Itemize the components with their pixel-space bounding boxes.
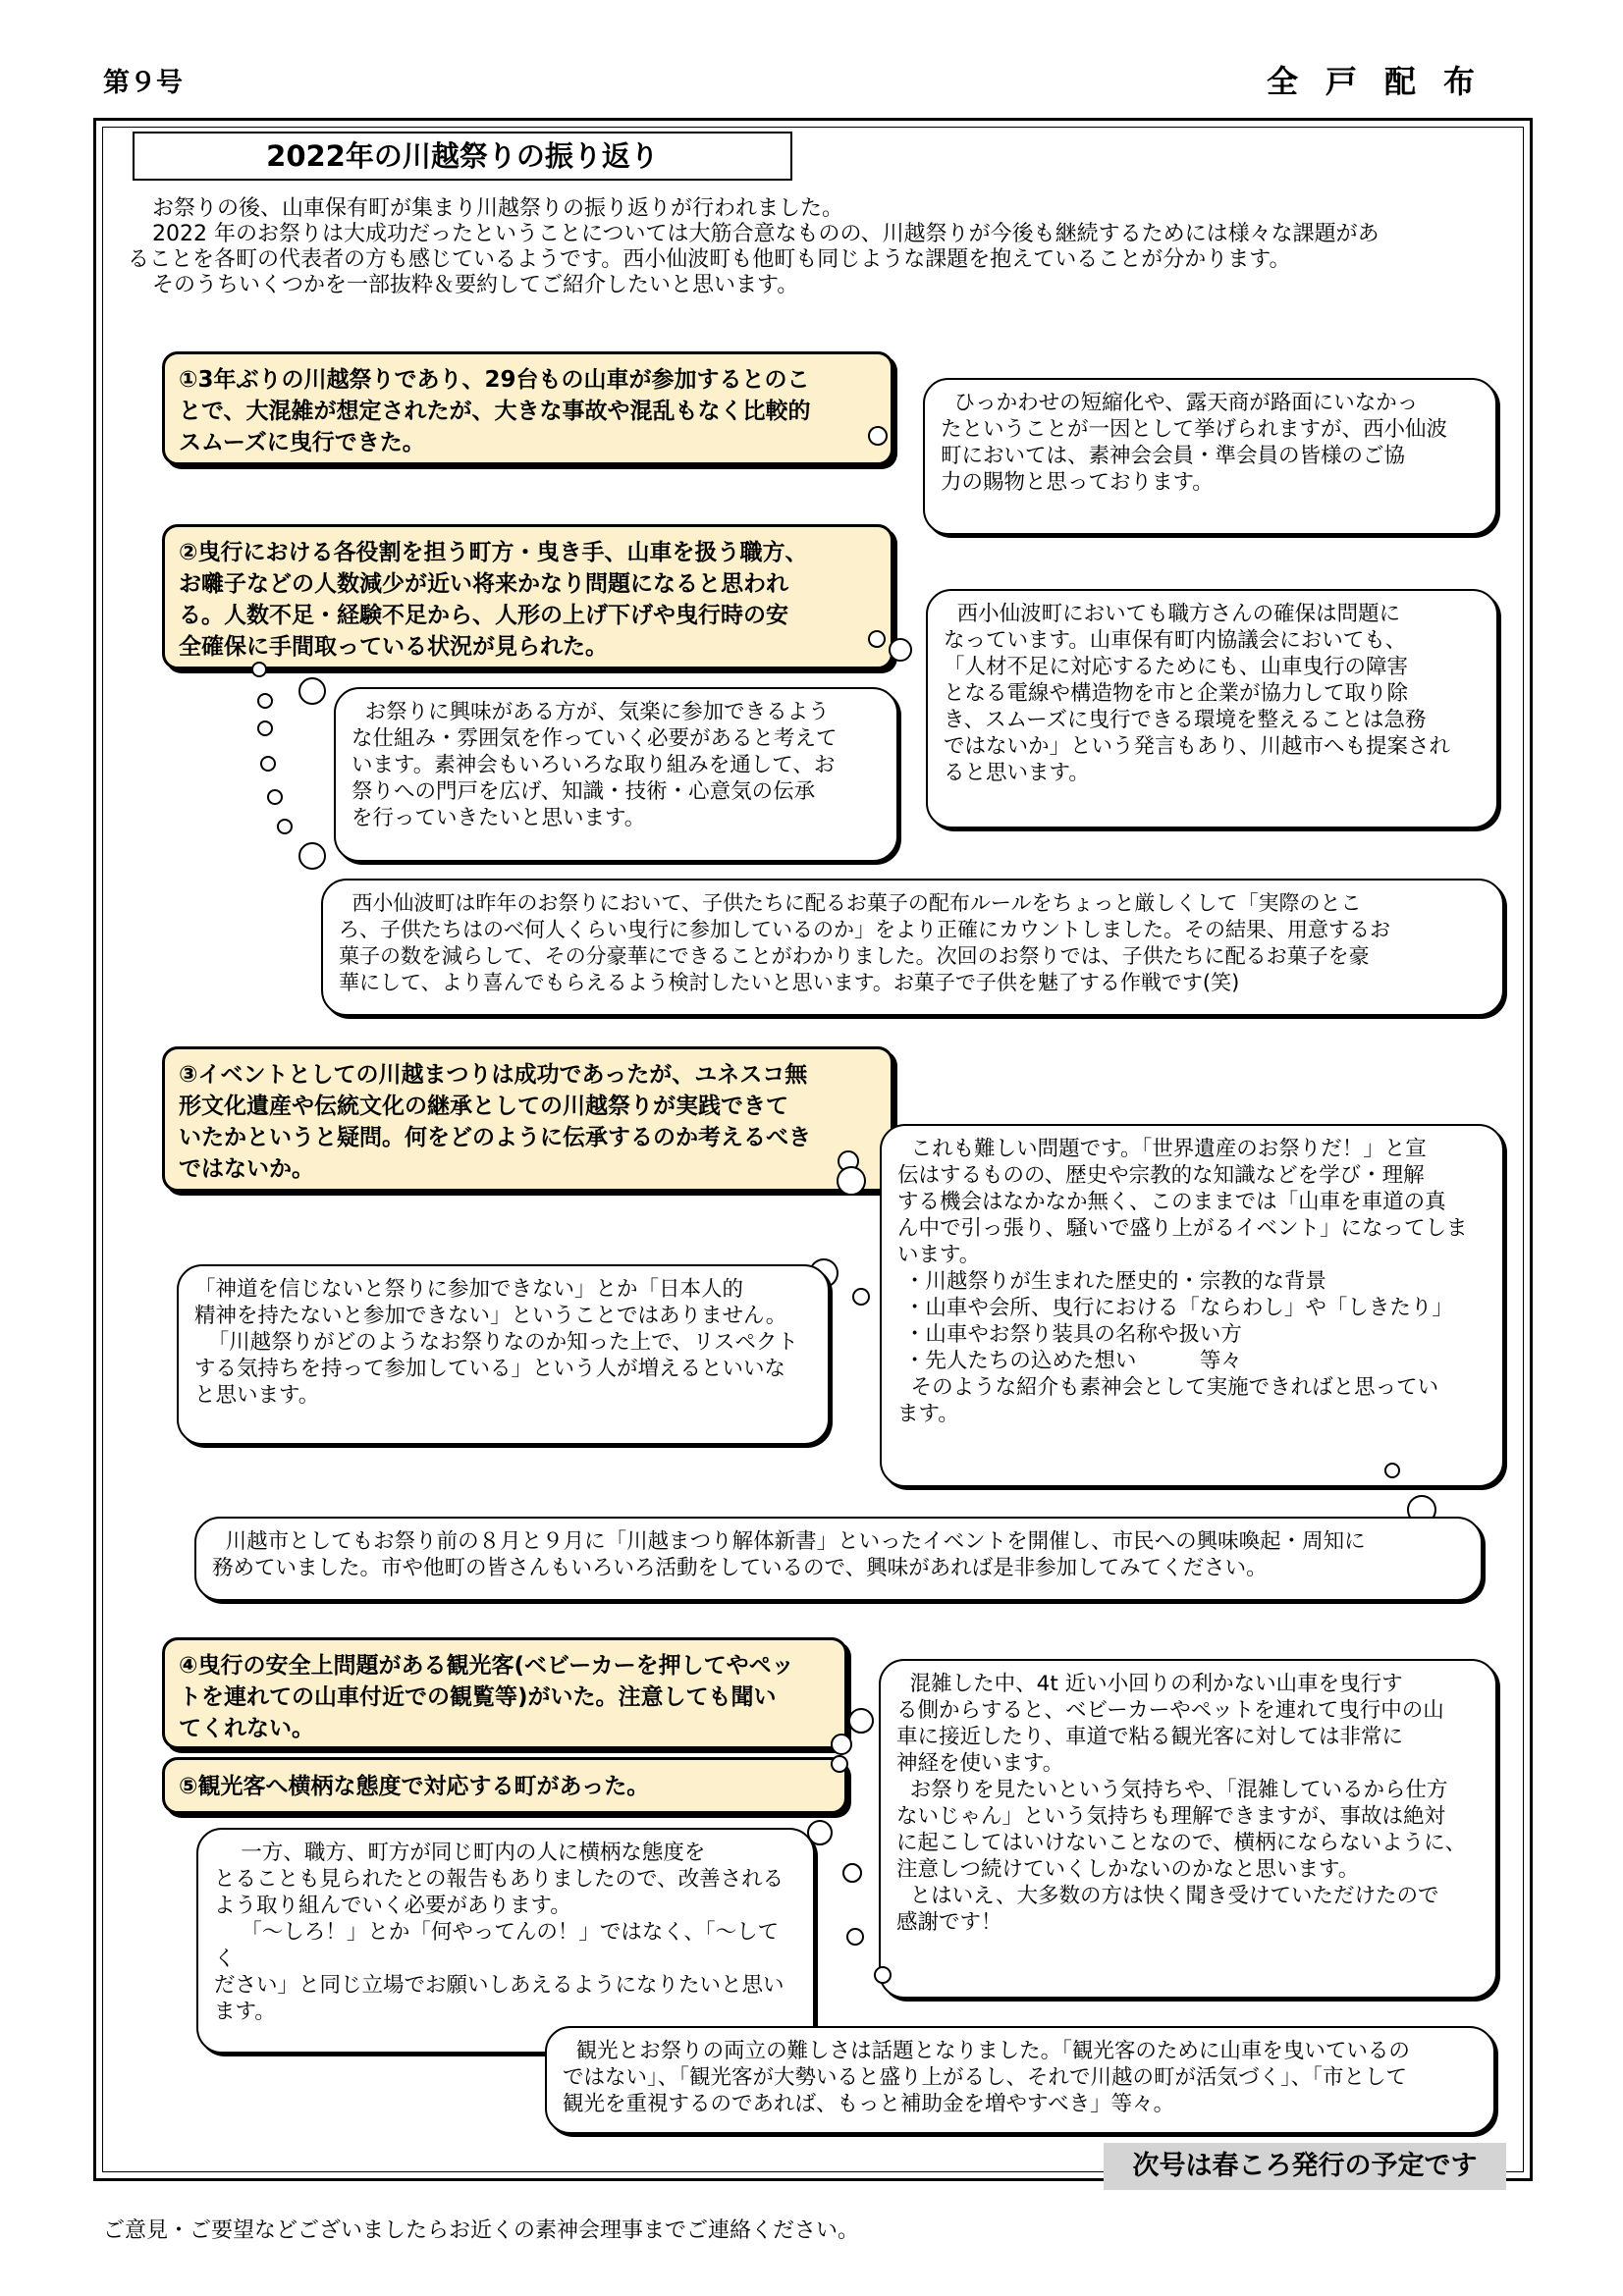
bubble-dot bbox=[848, 1708, 874, 1734]
issue-number: 第９号 bbox=[103, 68, 183, 98]
comment-1: ひっかわせの短縮化や、露天商が路面にいなかっ たということが一因として挙げられますが、西小仙波 町においては、素神会会員・準会員の皆様のご協 力の賜物と思っております。 bbox=[923, 378, 1497, 535]
bubble-dot bbox=[251, 662, 267, 677]
bubble-dot bbox=[868, 630, 886, 648]
comment-4c: 観光とお祭りの両立の難しさは話題となりました。「観光客のために山車を曳いているの ではない」、「観光客が大勢いると盛り上がるし、それで川越の町が活気づく」、「市として 観光を重視するのであれば、もっと補助金を増やすべき」等々。 bbox=[545, 2026, 1495, 2134]
distribution-label: 全戸配布 bbox=[1267, 63, 1503, 100]
bubble-dot bbox=[1384, 1463, 1400, 1478]
intro-line-1: お祭りの後、山車保有町が集まり川越祭りの振り返りが行われました。 bbox=[152, 196, 844, 221]
comment-4a: 混雑した中、4t 近い小回りの利かない山車を曳行す る側からすると、ベビーカーやペットを連れて曳行中の山 車に接近したり、車道で粘る観光客に対しては非常に 神経を使います。 お祭りを見たいという気持ちや、「混雑しているから仕方 ないじゃん」という気持ちも理解できますが、事故は絶対 に起こしてはいけないことなので、横柄にならないように、 注意しつ続けていくしかないのかなと思います。 とはいえ、大多数の方は快く聞き受けていただけたので 感謝です！ bbox=[879, 1659, 1497, 1999]
next-issue-notice: 次号は春ころ発行の予定です bbox=[1104, 2143, 1506, 2190]
issue-1-box: ①3年ぶりの川越祭りであり、29台もの山車が参加するとのこ とで、大混雑が想定されたが、大きな事故や混乱もなく比較的 スムーズに曳行できた。 bbox=[162, 351, 893, 465]
comment-2c: 西小仙波町は昨年のお祭りにおいて、子供たちに配るお菓子の配布ルールをちょっと厳しくして「実際のとこ ろ、子供たちはのべ何人くらい曳行に参加しているのか」をより正確にカウントしました。その結果、用意するお 菓子の数を減らして、その分豪華にできることがわかりました。次回のお祭りでは、子供たちに配るお菓子を豪 華にして、より喜んでもらえるよう検討したいと思います。お菓子で子供を魅了する作戦です(笑) bbox=[321, 879, 1504, 1016]
issue-4-box: ④曳行の安全上問題がある観光客(ベビーカーを押してやペッ トを連れての山車付近での観覧等)がいた。注意しても聞い てくれない。 bbox=[162, 1637, 847, 1749]
footer-contact: ご意見・ご要望などございましたらお近くの素神会理事までご連絡ください。 bbox=[103, 2218, 860, 2243]
bubble-dot bbox=[260, 756, 276, 772]
comment-3b: 「神道を信じないと祭りに参加できない」とか「日本人的 精神を持たないと参加できない」ということではありません。 「川越祭りがどのようなお祭りなのか知った上で、リスペクト する気持ちを持って参加している」という人が増えるといいな と思います。 bbox=[177, 1264, 830, 1445]
bubble-dot bbox=[831, 1734, 852, 1755]
bubble-dot bbox=[277, 819, 293, 834]
bubble-dot bbox=[842, 1863, 862, 1883]
issue-5-box: ⑤観光客へ横柄な態度で対応する町があった。 bbox=[162, 1757, 847, 1814]
page-title: 2022年の川越祭りの振り返り bbox=[133, 132, 792, 181]
comment-2a: 西小仙波町においても職方さんの確保は問題に なっています。山車保有町内協議会においても、 「人材不足に対応するためにも、山車曳行の障害 となる電線や構造物を市と企業が協力して取り除 き、スムーズに曳行できる環境を整えることは急務 ではないか」という発言もあり、川越市へも提案され ると思います。 bbox=[926, 589, 1498, 828]
bubble-dot bbox=[831, 1755, 848, 1773]
bubble-dot bbox=[846, 1928, 864, 1946]
comment-4b: 一方、職方、町方が同じ町内の人に横柄な態度を とることも見られたとの報告もありましたので、改善される よう取り組んでいく必要があります。 「～しろ！」とか「何やってんの！」ではなく、「～してく ださい」と同じ立場でお願いしあえるようになりたいと思い ます。 bbox=[196, 1828, 815, 2054]
bubble-dot bbox=[837, 1166, 866, 1196]
bubble-dot bbox=[852, 1288, 870, 1306]
comment-2b: お祭りに興味がある方が、気楽に参加できるよう な仕組み・雰囲気を作っていく必要があると考えて います。素神会もいろいろな取り組みを通して、お 祭りへの門戸を広げ、知識・技術・心意気の伝承 を行っていきたいと思います。 bbox=[334, 687, 898, 862]
intro-line-3: ることを各町の代表者の方も感じているようです。西小仙波町も他町も同じような課題を抱えていることが分かります。 bbox=[128, 247, 1291, 272]
bubble-dot bbox=[874, 1966, 892, 1984]
bubble-dot bbox=[267, 789, 283, 805]
issue-2-box: ②曳行における各役割を担う町方・曳き手、山車を扱う職方、 お囃子などの人数減少が近い将来かなり問題になると思われ る。人数不足・経験不足から、人形の上げ下げや曳行時の安 全確保に手間取っている状況が見られた。 bbox=[162, 524, 893, 669]
bubble-dot bbox=[257, 721, 273, 736]
intro-line-4: そのうちいくつかを一部抜粋＆要約してご紹介したいと思います。 bbox=[152, 273, 799, 297]
comment-3c: 川越市としてもお祭り前の８月と９月に「川越まつり解体新書」といったイベントを開催し、市民への興味喚起・周知に 務めていました。市や他町の皆さんもいろいろ活動をしているので、興味があれば是非参加してみてください。 bbox=[194, 1517, 1483, 1601]
bubble-dot bbox=[257, 693, 273, 709]
bubble-dot bbox=[298, 677, 326, 705]
bubble-dot bbox=[889, 638, 912, 662]
intro-line-2: 2022 年のお祭りは大成功だったということについては大筋合意なものの、川越祭りが今後も継続するためには様々な課題があ bbox=[152, 222, 1380, 246]
bubble-dot bbox=[868, 426, 888, 446]
bubble-dot bbox=[298, 842, 326, 870]
issue-3-box: ③イベントとしての川越まつりは成功であったが、ユネスコ無 形文化遺産や伝統文化の継承としての川越祭りが実践できて いたかというと疑問。何をどのように伝承するのか考えるべき ではないか。 bbox=[162, 1046, 893, 1192]
comment-3a: これも難しい問題です。「世界遺産のお祭りだ！」と宣 伝はするものの、歴史や宗教的な知識などを学び・理解 する機会はなかなか無く、このままでは「山車を車道の真 ん中で引っ張り、騒いで盛り上がるイベント」になってしま います。 ・川越祭りが生まれた歴史的・宗教的な背景 ・山車や会所、曳行における「ならわし」や「しきたり」 ・山車やお祭り装具の名称や扱い方 ・先人たちの込めた想い 等々 そのような紹介も素神会として実施できればと思ってい ます。 bbox=[880, 1124, 1504, 1487]
